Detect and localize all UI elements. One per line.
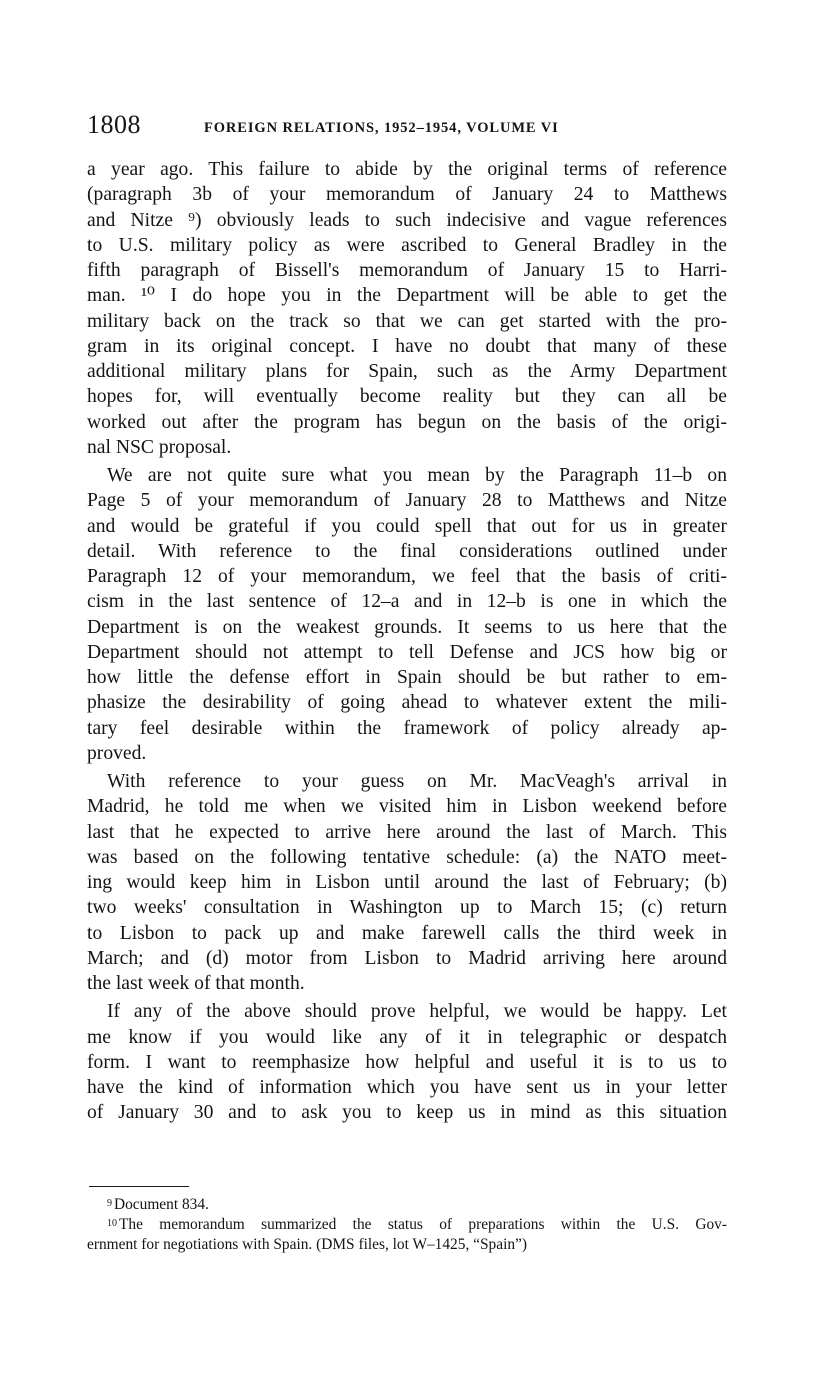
paragraph (87, 157, 727, 460)
footnote (87, 1195, 727, 1215)
text-line: additional military plans for Spain, such as the Army Department (87, 361, 727, 382)
text-line: gram in its original concept. I have no doubt that many of these (87, 335, 727, 357)
text-line: to Lisbon to pack up and make farewell calls the third week in (87, 922, 727, 944)
text-line: phasize the desirability of going ahead to whatever extent the mili- (87, 692, 727, 714)
footnote-line: ernment for negotiations with Spain. (DMS files, lot W–1425, “Spain”) (87, 1236, 527, 1253)
footnote-number: 10 (107, 1218, 117, 1229)
text-line: Department should not attempt to tell Defense and JCS how big or (87, 641, 727, 663)
text-line: We are not quite sure what you mean by the Paragraph 11–b on (107, 465, 727, 486)
text-line: detail. With reference to the final considerations outlined under (87, 540, 727, 562)
text-line: Department is on the weakest grounds. It seems to us here that the (87, 616, 727, 638)
body-text (87, 157, 727, 1126)
text-line: and Nitze ⁹) obviously leads to such indecisive and vague references (87, 209, 727, 231)
text-line: how little the defense effort in Spain should be but rather to em- (87, 667, 727, 688)
text-line: form. I want to reemphasize how helpful and useful it is to us to (87, 1051, 727, 1073)
footnotes (87, 1195, 727, 1255)
text-line: proved. (87, 742, 147, 764)
text-line: With reference to your guess on Mr. MacVeagh's arrival in (107, 771, 727, 792)
text-line: fifth paragraph of Bissell's memorandum of January 15 to Harri- (87, 260, 727, 281)
text-line: the last week of that month. (87, 973, 305, 994)
text-line: was based on the following tentative schedule: (a) the NATO meet- (87, 846, 727, 868)
text-line: have the kind of information which you have sent us in your letter (87, 1077, 727, 1098)
text-line: If any of the above should prove helpful, we would be happy. Let (107, 1001, 727, 1023)
running-head-title: FOREIGN RELATIONS, 1952–1954, VOLUME VI (204, 120, 559, 136)
text-line: tary feel desirable within the framework of policy already ap- (87, 717, 727, 739)
text-line: Madrid, he told me when we visited him in Lisbon weekend before (87, 796, 727, 818)
text-line: two weeks' consultation in Washington up to March 15; (c) return (87, 897, 727, 919)
page-number: 1808 (87, 110, 141, 139)
text-line: hopes for, will eventually become reality but they can all be (87, 386, 727, 408)
paragraph (87, 463, 727, 766)
footnote-number: 9 (107, 1198, 112, 1209)
text-line: cism in the last sentence of 12–a and in 12–b is one in which the (87, 591, 727, 613)
text-line: (paragraph 3b of your memorandum of January 24 to Matthews (87, 184, 727, 206)
text-line: and would be grateful if you could spell that out for us in greater (87, 515, 727, 537)
text-line: last that he expected to arrive here around the last of March. This (87, 821, 727, 843)
footnote-text: Document 834. (114, 1196, 209, 1213)
running-head (87, 110, 727, 142)
footnote-line (87, 1195, 727, 1215)
footnote-line (87, 1215, 727, 1235)
footnote-text: The memorandum summarized the status of preparations within the U.S. Gov- (119, 1216, 727, 1233)
footnote (87, 1215, 727, 1255)
text-line: of January 30 and to ask you to keep us in mind as this situation (87, 1102, 727, 1124)
text-line: Paragraph 12 of your memorandum, we feel that the basis of criti- (87, 566, 727, 587)
text-line: a year ago. This failure to abide by the original terms of reference (87, 159, 727, 180)
text-line: me know if you would like any of it in telegraphic or despatch (87, 1026, 727, 1048)
text-line: nal NSC proposal. (87, 436, 232, 458)
text-line: Page 5 of your memorandum of January 28 to Matthews and Nitze (87, 490, 727, 512)
text-line: to U.S. military policy as were ascribed to General Bradley in the (87, 234, 727, 256)
text-line: March; and (d) motor from Lisbon to Madrid arriving here around (87, 947, 727, 969)
text-line: ing would keep him in Lisbon until around the last of February; (b) (87, 872, 727, 893)
footnote-divider (89, 1186, 189, 1187)
paragraph (87, 769, 727, 996)
paragraph (87, 999, 727, 1125)
text-line: military back on the track so that we can get started with the pro- (87, 310, 727, 332)
text-line: man. ¹⁰ I do hope you in the Department will be able to get the (87, 285, 727, 307)
text-line: worked out after the program has begun on the basis of the origi- (87, 411, 727, 433)
